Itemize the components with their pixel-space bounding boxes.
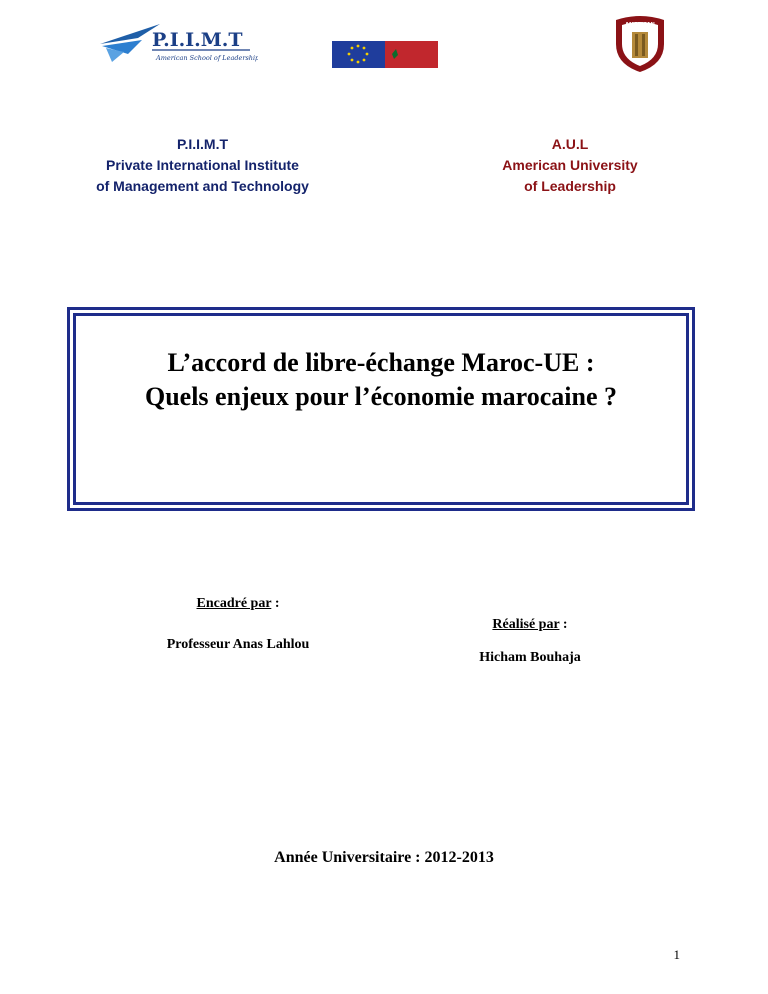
author-name: Hicham Bouhaja [479, 650, 581, 665]
institution-abbr: A.U.L [551, 136, 589, 152]
eu-morocco-flag-logo [332, 41, 438, 68]
title-line-2: Quels enjeux pour l’économie marocaine ? [144, 382, 618, 411]
page-number: 1 [673, 947, 680, 962]
institution-name-line2: of Leadership [524, 178, 616, 194]
title-frame-inner [73, 313, 689, 505]
institution-aul [440, 134, 700, 197]
supervisor-name: Professeur Anas Lahlou [166, 637, 310, 652]
piimt-logo [98, 22, 258, 66]
piimt-logo-tagline: American School of Leadership [156, 54, 258, 62]
supervisor-label-suffix: : [271, 596, 280, 611]
piimt-logo-text: P.I.I.M.T [152, 29, 243, 51]
institution-abbr: P.I.I.M.T [176, 136, 229, 152]
title-line-1: L’accord de libre-échange Maroc-UE : [167, 348, 595, 377]
academic-year: Année Universitaire : 2012-2013 [274, 849, 494, 866]
title-frame [67, 307, 695, 511]
institution-piimt [50, 134, 355, 197]
institution-name-line1: Private International Institute [106, 157, 299, 173]
author-label [420, 617, 640, 633]
institution-name-line2: of Management and Technology [96, 178, 309, 194]
aul-shield-text: AMERICAN [625, 22, 655, 28]
author-label-main: Réalisé par [492, 617, 560, 632]
author-label-suffix: : [559, 617, 568, 632]
supervisor-label [128, 596, 348, 612]
institution-name-line1: American University [502, 157, 638, 173]
aul-shield-logo [610, 14, 670, 74]
supervisor-label-main: Encadré par [196, 596, 272, 611]
